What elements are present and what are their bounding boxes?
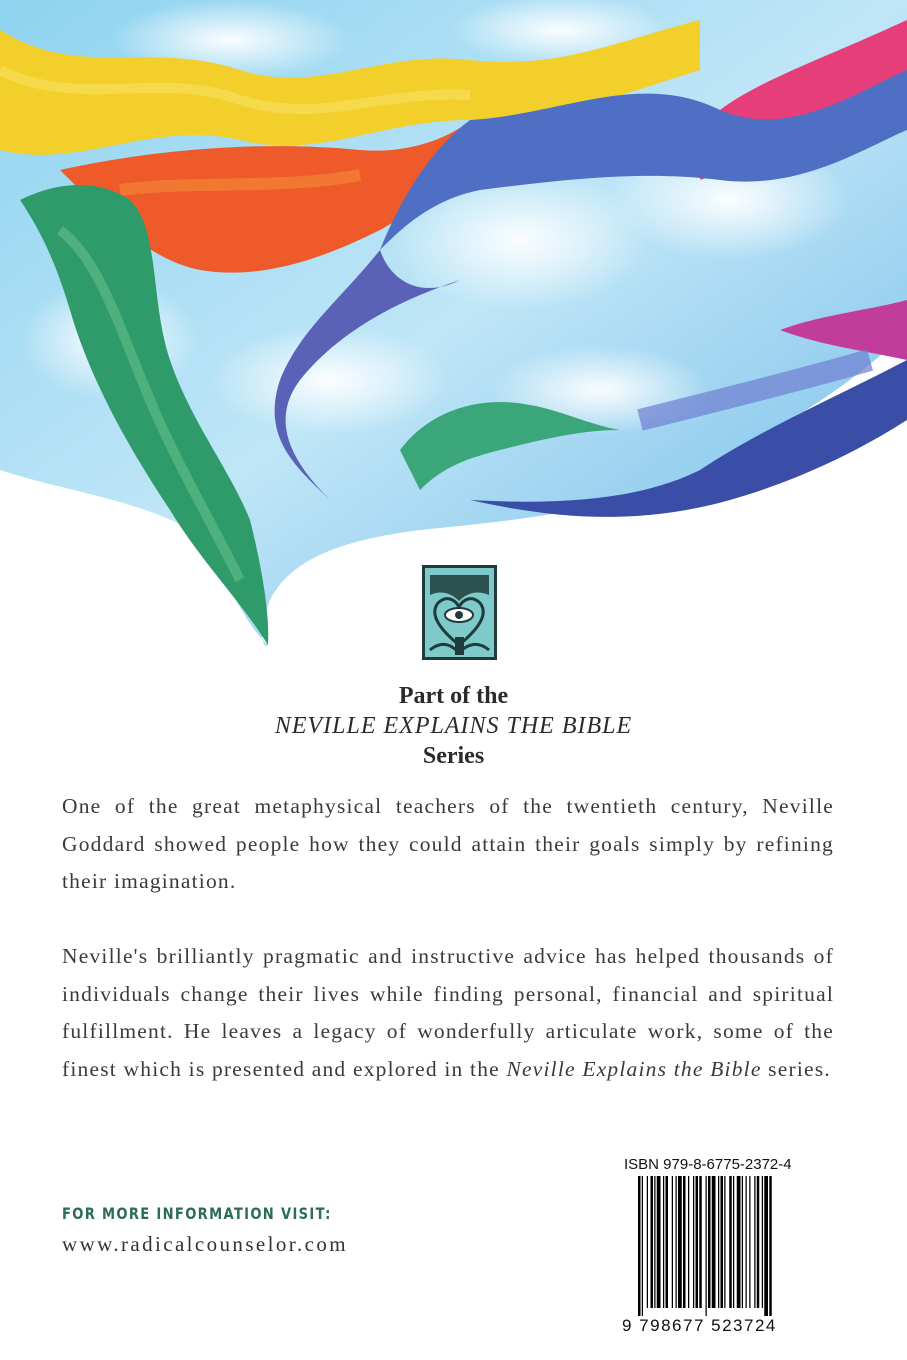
paragraph-2-text: Neville's brilliantly pragmatic and instructive advice has helped thousands of individuals change their lives while finding personal, financial and spiritual fulfillment. He leaves a legacy of wonderfully articulate work, some of the finest which is presented and explored in the: [62, 944, 834, 1081]
cover-artwork: [0, 0, 907, 660]
publisher-logo: [422, 565, 497, 660]
barcode-digits: 9 798677 523724: [622, 1316, 777, 1335]
paragraph-2-tail: series.: [761, 1056, 831, 1081]
description-paragraph-2: [62, 938, 834, 1088]
series-heading-line1: Part of the: [398, 683, 509, 709]
series-title-inline: Neville Explains the Bible: [506, 1056, 762, 1081]
info-label: FOR MORE INFORMATION VISIT:: [62, 1204, 332, 1223]
barcode-icon: [638, 1176, 800, 1316]
isbn-label: ISBN 979-8-6775-2372-4: [624, 1156, 792, 1173]
website-url[interactable]: www.radicalcounselor.com: [62, 1232, 348, 1256]
series-heading-line3: Series: [422, 743, 485, 769]
series-title: NEVILLE EXPLAINS THE BIBLE: [274, 713, 633, 739]
description-paragraph-1: One of the great metaphysical teachers of the twentieth century, Neville Goddard showed people how they could attain their goals simply by refining their imagination.: [62, 794, 834, 893]
